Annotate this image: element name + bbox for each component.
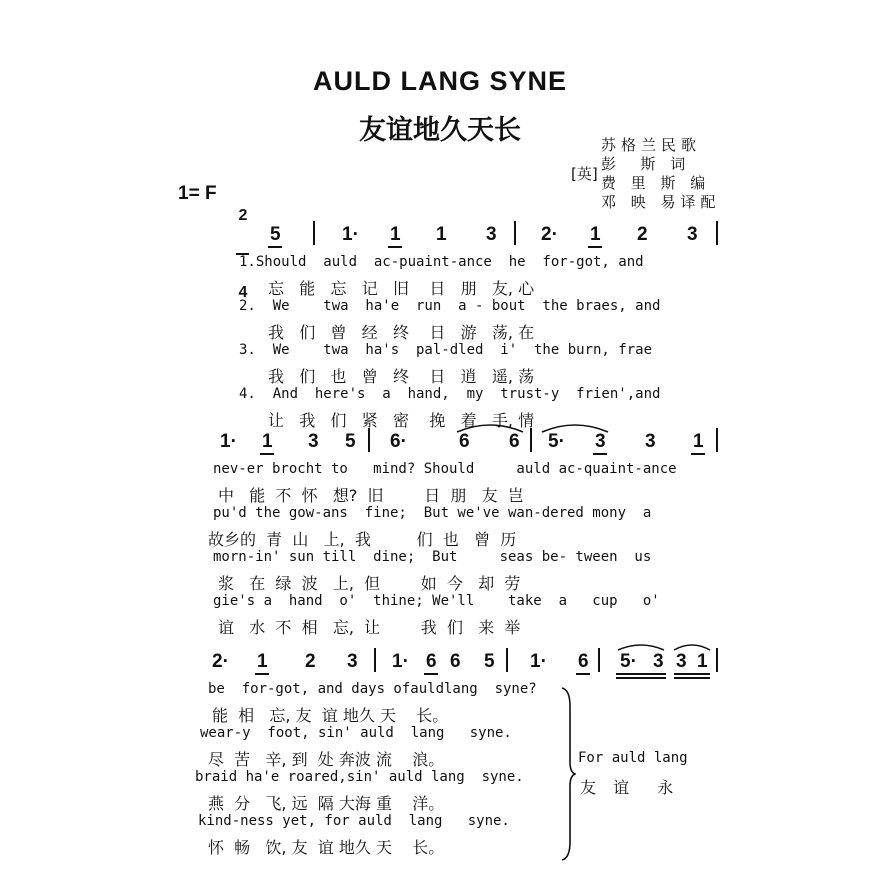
credit-origin: 苏格兰民歌 bbox=[601, 136, 702, 154]
note: 2· bbox=[541, 224, 558, 245]
note: 5 bbox=[345, 431, 356, 452]
note-underline bbox=[674, 677, 710, 679]
barline bbox=[368, 428, 370, 452]
barline bbox=[530, 428, 532, 452]
note-underline bbox=[674, 673, 710, 675]
note: 3 bbox=[676, 651, 687, 672]
barline bbox=[313, 221, 315, 245]
note: 1 bbox=[262, 431, 273, 452]
note: 1· bbox=[530, 651, 547, 672]
note: 6 bbox=[459, 431, 470, 452]
lyric-line-zh: 让 我 们 紧 密 挽 着 手, 情 bbox=[268, 411, 535, 430]
lyric-line-zh: 燕 分 飞, 远 隔 大海 重 洋。 bbox=[208, 794, 445, 813]
note: 3 bbox=[595, 431, 606, 452]
note-underline bbox=[576, 673, 590, 675]
lyric-line-en: 2. We twa ha'e run a - bout the braes, and bbox=[239, 298, 661, 314]
lyric-line-en: gie's a hand o' thine; We'll take a cup o' bbox=[213, 593, 660, 609]
lyric-line-en: 4. And here's a hand, my trust-y frien',and bbox=[239, 386, 661, 402]
note-underline bbox=[388, 246, 402, 248]
note: 5 bbox=[484, 651, 495, 672]
lyric-line-en: be for-got, and days ofauldlang syne? bbox=[208, 681, 537, 697]
note: 2 bbox=[305, 651, 316, 672]
lyric-line-zh: 尽 苦 辛, 到 处 奔波 流 浪。 bbox=[208, 750, 445, 769]
lyric-line-en: kind-ness yet, for auld lang syne. bbox=[198, 813, 510, 829]
lyric-line-en: pu'd the gow-ans fine; But we've wan-dered mony a bbox=[213, 505, 652, 521]
note: 3 bbox=[645, 431, 656, 452]
lyric-line-zh: 忘 能 忘 记 旧 日 朋 友, 心 bbox=[268, 279, 535, 298]
barline bbox=[598, 648, 600, 672]
note-underline bbox=[255, 673, 269, 675]
note-underline bbox=[424, 673, 438, 675]
lyric-line-en: 1.Should auld ac-puaint-ance he for-got, and bbox=[239, 254, 644, 270]
note: 2· bbox=[212, 651, 229, 672]
credit-lyricist: 彭 斯 词 bbox=[601, 155, 691, 173]
note: 5· bbox=[548, 431, 565, 452]
note: 1 bbox=[590, 224, 601, 245]
refrain-lyric-en: For auld lang bbox=[578, 750, 688, 766]
note: 1· bbox=[392, 651, 409, 672]
lyric-line-en: 3. We twa ha's pal-dled i' the burn, frae bbox=[239, 342, 653, 358]
credit-arranger: 费 里 斯 编 bbox=[601, 174, 711, 192]
note: 3 bbox=[653, 651, 664, 672]
key-signature: 1= F bbox=[178, 183, 217, 204]
note: 1 bbox=[436, 224, 447, 245]
note-underline bbox=[260, 453, 274, 455]
lyric-line-zh: 故乡的 青 山 上, 我 们 也 曾 历 bbox=[208, 530, 517, 549]
refrain-lyric-zh: 友 谊 永 bbox=[580, 778, 680, 797]
lyric-line-zh: 谊 水 不 相 忘, 让 我 们 来 举 bbox=[218, 618, 521, 637]
note: 1 bbox=[390, 224, 401, 245]
note: 2 bbox=[637, 224, 648, 245]
barline bbox=[716, 428, 718, 452]
barline bbox=[716, 221, 718, 245]
note: 1 bbox=[693, 431, 704, 452]
note: 6 bbox=[426, 651, 437, 672]
lyric-line-zh: 中 能 不 怀 想? 旧 日 朋 友 岂 bbox=[218, 486, 524, 505]
lyric-line-en: morn-in' sun till dine; But seas be- tween us bbox=[213, 549, 652, 565]
note-underline bbox=[616, 673, 666, 675]
song-subtitle: 友谊地久天长 bbox=[359, 115, 521, 146]
note: 6· bbox=[390, 431, 407, 452]
lyric-line-en: nev-er brocht to mind? Should auld ac-quaint-ance bbox=[213, 461, 677, 477]
note: 6 bbox=[578, 651, 589, 672]
note: 6 bbox=[509, 431, 520, 452]
lyric-line-zh: 我 们 曾 经 终 日 游 荡, 在 bbox=[268, 323, 535, 342]
lyric-line-zh: 能 相 忘, 友 谊 地久 天 长。 bbox=[212, 706, 449, 725]
barline bbox=[716, 648, 718, 672]
note: 3 bbox=[687, 224, 698, 245]
note: 1 bbox=[697, 651, 708, 672]
lyric-line-en: braid ha'e roared,sin' auld lang syne. bbox=[195, 769, 524, 785]
time-signature-top: 2 bbox=[238, 207, 248, 224]
note: 1· bbox=[342, 224, 359, 245]
note: 5· bbox=[620, 651, 637, 672]
note: 3 bbox=[308, 431, 319, 452]
credit-translator: 邓 映 易译配 bbox=[601, 193, 721, 211]
lyric-line-zh: 浆 在 绿 波 上, 但 如 今 却 劳 bbox=[218, 574, 521, 593]
time-signature-bottom: 4 bbox=[238, 284, 248, 301]
note: 3 bbox=[486, 224, 497, 245]
note-underline bbox=[588, 246, 602, 248]
note: 1 bbox=[257, 651, 268, 672]
barline bbox=[514, 221, 516, 245]
time-signature bbox=[236, 178, 250, 315]
song-title: AULD LANG SYNE bbox=[312, 66, 567, 96]
credit-translator-mark: [英] bbox=[571, 165, 598, 183]
note-underline bbox=[691, 453, 705, 455]
note: 5 bbox=[270, 224, 281, 245]
refrain-brace bbox=[560, 686, 576, 862]
note: 3 bbox=[347, 651, 358, 672]
barline bbox=[506, 648, 508, 672]
note-underline bbox=[616, 677, 666, 679]
note: 1· bbox=[220, 431, 237, 452]
lyric-line-zh: 怀 畅 饮, 友 谊 地久 天 长。 bbox=[208, 838, 445, 857]
lyric-line-en: wear-y foot, sin' auld lang syne. bbox=[200, 725, 512, 741]
note-underline bbox=[593, 453, 607, 455]
lyric-line-zh: 我 们 也 曾 终 日 逍 遥, 荡 bbox=[268, 367, 535, 386]
note-underline bbox=[268, 246, 282, 248]
barline bbox=[374, 648, 376, 672]
note: 6 bbox=[450, 651, 461, 672]
